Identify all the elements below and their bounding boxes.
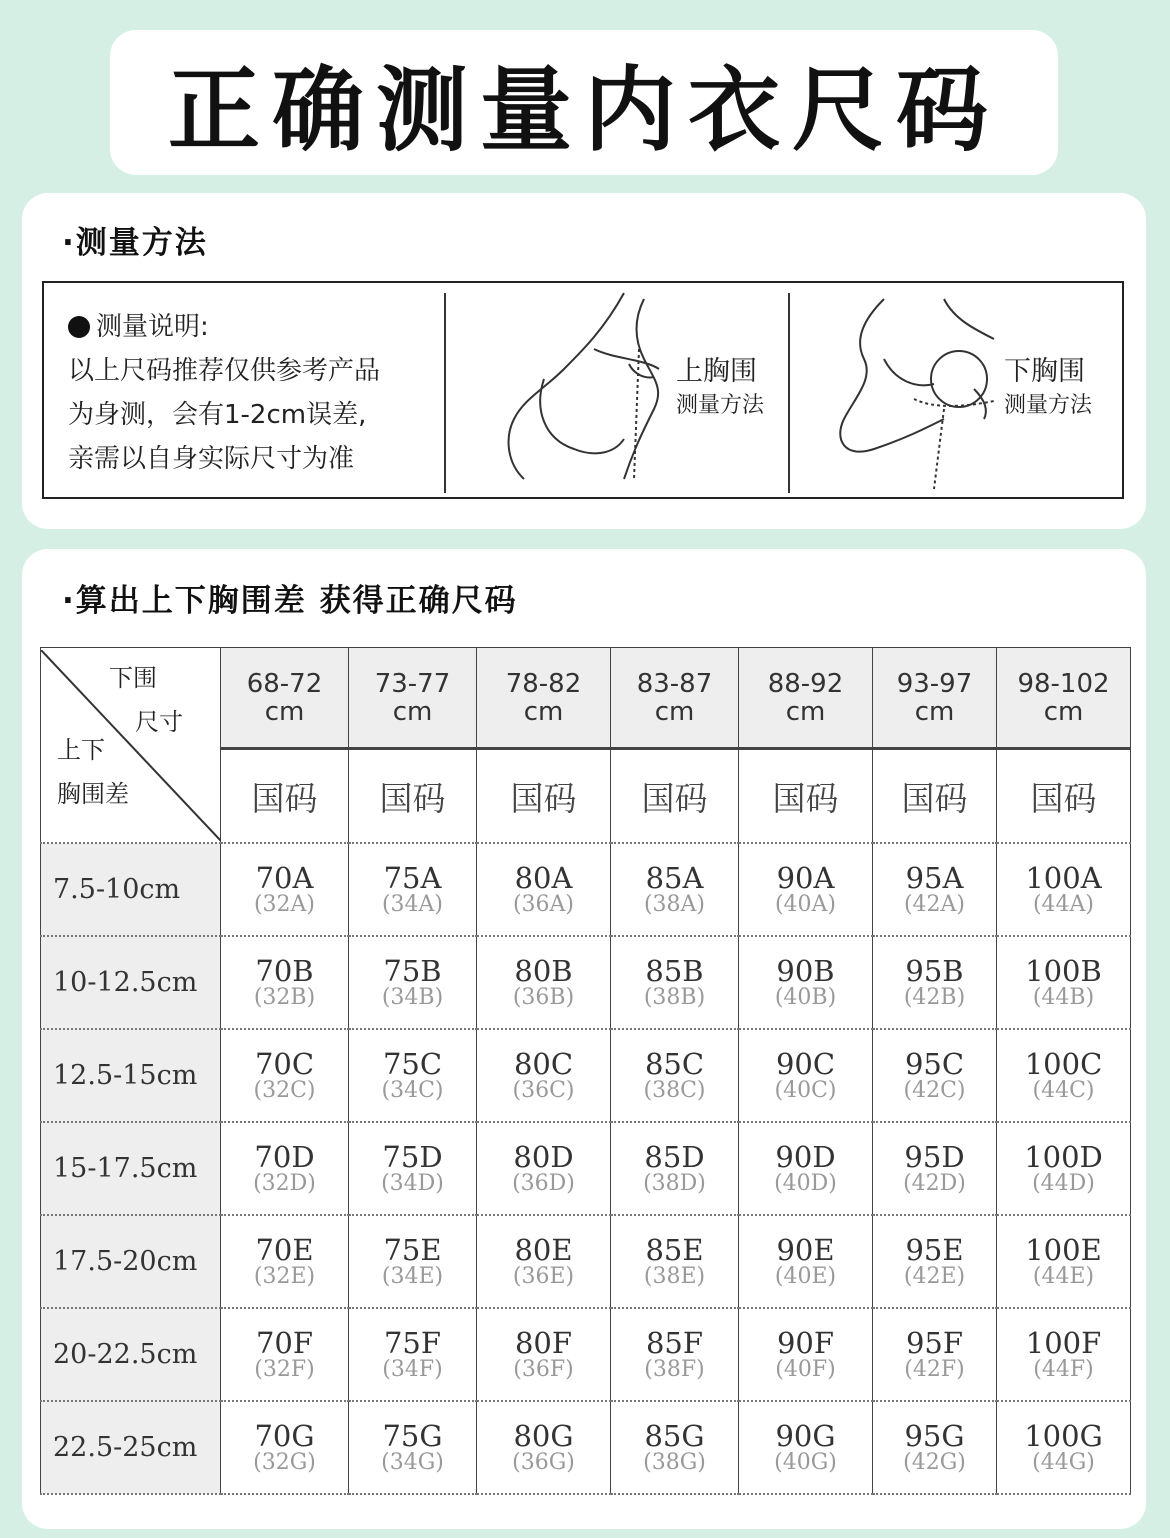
size-cell <box>873 843 997 936</box>
corner-header <box>41 648 221 844</box>
size-cell <box>997 1029 1131 1122</box>
size-cell <box>611 936 739 1029</box>
size-cell <box>477 1215 611 1308</box>
cn-size: 95A <box>905 860 964 895</box>
cn-size: 75E <box>383 1232 442 1267</box>
divider <box>788 293 790 493</box>
cn-size: 90G <box>775 1418 836 1453</box>
us-size: (42F) <box>904 1356 965 1382</box>
column-header-range <box>739 648 873 749</box>
divider <box>444 293 446 493</box>
size-cell <box>997 936 1131 1029</box>
size-chart-card <box>22 549 1146 1529</box>
cn-size: 85F <box>645 1325 704 1360</box>
column-header-code: 国码 <box>349 749 477 844</box>
size-cell <box>221 1308 349 1401</box>
size-cell <box>873 936 997 1029</box>
size-cell <box>873 1308 997 1401</box>
column-header-range <box>611 648 739 749</box>
size-cell <box>477 1308 611 1401</box>
us-size: (44C) <box>1032 1077 1095 1103</box>
size-cell <box>611 843 739 936</box>
range-unit: cm <box>654 696 695 727</box>
range-unit: cm <box>264 696 305 727</box>
us-size: (36G) <box>512 1449 575 1475</box>
us-size: (44B) <box>1032 984 1095 1010</box>
upper-bust-label <box>676 355 764 423</box>
size-cell <box>221 1122 349 1215</box>
cn-size: 100C <box>1024 1046 1103 1081</box>
cn-size: 75C <box>382 1046 443 1081</box>
us-size: (44E) <box>1032 1263 1095 1289</box>
corner-label: 上下 <box>57 735 105 764</box>
column-header-range <box>997 648 1131 749</box>
range-value: 83-87 <box>636 668 713 699</box>
range-unit: cm <box>914 696 955 727</box>
size-cell <box>221 936 349 1029</box>
us-size: (40A) <box>774 891 837 917</box>
cn-size: 70E <box>255 1232 314 1267</box>
us-size: (40G) <box>774 1449 837 1475</box>
size-cell <box>349 1029 477 1122</box>
us-size: (34A) <box>381 891 444 917</box>
cn-size: 90E <box>776 1232 835 1267</box>
size-cell <box>349 936 477 1029</box>
range-value: 98-102 <box>1017 668 1110 699</box>
range-value: 68-72 <box>246 668 323 699</box>
cn-size: 80C <box>513 1046 574 1081</box>
range-unit: cm <box>523 696 564 727</box>
column-header-range <box>873 648 997 749</box>
cn-size: 100E <box>1025 1232 1102 1267</box>
cn-size: 85D <box>644 1139 705 1174</box>
us-size: (40E) <box>774 1263 837 1289</box>
cn-size: 80D <box>513 1139 574 1174</box>
size-cell <box>739 936 873 1029</box>
note-line: 为身测，会有1-2cm误差, <box>68 400 367 430</box>
size-cell <box>997 1308 1131 1401</box>
range-value: 78-82 <box>505 668 582 699</box>
us-size: (40D) <box>774 1170 837 1196</box>
note-heading: 测量说明: <box>96 312 209 342</box>
us-size: (38A) <box>643 891 706 917</box>
size-cell <box>477 936 611 1029</box>
us-size: (36A) <box>512 891 575 917</box>
column-header-code: 国码 <box>221 749 349 844</box>
cn-size: 100B <box>1025 953 1102 988</box>
us-size: (38B) <box>643 984 706 1010</box>
us-size: (40F) <box>775 1356 836 1382</box>
row-header-diff: 20-22.5cm <box>41 1308 221 1401</box>
us-size: (34E) <box>381 1263 444 1289</box>
size-cell <box>349 1308 477 1401</box>
size-cell <box>477 1122 611 1215</box>
table-row <box>41 1215 1131 1308</box>
us-size: (44A) <box>1032 891 1095 917</box>
cn-size: 85C <box>644 1046 705 1081</box>
corner-label: 下围 <box>109 663 157 692</box>
us-size: (38F) <box>644 1356 705 1382</box>
size-cell <box>477 843 611 936</box>
size-cell <box>739 1401 873 1494</box>
range-unit: cm <box>785 696 826 727</box>
cn-size: 80B <box>514 953 573 988</box>
column-header-range <box>221 648 349 749</box>
cn-size: 95E <box>905 1232 964 1267</box>
us-size: (34F) <box>382 1356 443 1382</box>
size-cell <box>739 1215 873 1308</box>
size-cell <box>739 1308 873 1401</box>
size-cell <box>997 1401 1131 1494</box>
size-cell <box>477 1401 611 1494</box>
size-cell <box>997 1215 1131 1308</box>
size-cell <box>739 1122 873 1215</box>
us-size: (40B) <box>774 984 837 1010</box>
size-cell <box>611 1401 739 1494</box>
row-header-diff: 12.5-15cm <box>41 1029 221 1122</box>
column-header-code: 国码 <box>477 749 611 844</box>
size-cell <box>477 1029 611 1122</box>
cn-size: 85E <box>645 1232 704 1267</box>
cn-size: 70F <box>255 1325 314 1360</box>
cn-size: 95D <box>904 1139 965 1174</box>
section-heading-size: ·算出上下胸围差 获得正确尺码 <box>62 583 518 619</box>
column-header-range <box>349 648 477 749</box>
column-header-code: 国码 <box>739 749 873 844</box>
us-size: (36F) <box>513 1356 574 1382</box>
us-size: (32A) <box>253 891 316 917</box>
figure-label: 上胸围 <box>676 356 757 387</box>
table-row <box>41 1401 1131 1494</box>
under-bust-label <box>1004 355 1092 423</box>
us-size: (34D) <box>381 1170 444 1196</box>
us-size: (38G) <box>643 1449 706 1475</box>
under-bust-figure-icon <box>824 289 1024 495</box>
cn-size: 85G <box>644 1418 705 1453</box>
us-size: (36C) <box>512 1077 575 1103</box>
us-size: (36E) <box>512 1263 575 1289</box>
us-size: (44D) <box>1032 1170 1095 1196</box>
us-size: (38E) <box>643 1263 706 1289</box>
cn-size: 95B <box>905 953 964 988</box>
table-row <box>41 1122 1131 1215</box>
us-size: (42A) <box>903 891 966 917</box>
corner-label: 胸围差 <box>57 779 129 808</box>
cn-size: 75A <box>383 860 442 895</box>
column-header-code: 国码 <box>611 749 739 844</box>
row-header-diff: 10-12.5cm <box>41 936 221 1029</box>
note-line: 亲需以自身实际尺寸为准 <box>68 444 355 474</box>
us-size: (42G) <box>903 1449 966 1475</box>
cn-size: 70C <box>254 1046 315 1081</box>
us-size: (40C) <box>774 1077 837 1103</box>
title-card <box>110 30 1058 175</box>
us-size: (38C) <box>643 1077 706 1103</box>
cn-size: 90F <box>776 1325 835 1360</box>
us-size: (36B) <box>512 984 575 1010</box>
us-size: (32F) <box>254 1356 315 1382</box>
size-table <box>40 647 1131 1495</box>
us-size: (32C) <box>253 1077 316 1103</box>
cn-size: 95G <box>904 1418 965 1453</box>
cn-size: 75F <box>383 1325 442 1360</box>
size-cell <box>349 1122 477 1215</box>
cn-size: 80G <box>513 1418 574 1453</box>
range-value: 93-97 <box>896 668 973 699</box>
size-cell <box>611 1215 739 1308</box>
cn-size: 90D <box>775 1139 836 1174</box>
cn-size: 95F <box>905 1325 964 1360</box>
size-cell <box>349 1215 477 1308</box>
size-cell <box>739 843 873 936</box>
column-header-range <box>477 648 611 749</box>
us-size: (32G) <box>253 1449 316 1475</box>
size-cell <box>221 1215 349 1308</box>
row-header-diff: 15-17.5cm <box>41 1122 221 1215</box>
us-size: (44F) <box>1033 1356 1094 1382</box>
size-cell <box>739 1029 873 1122</box>
cn-size: 80E <box>514 1232 573 1267</box>
cn-size: 100A <box>1025 860 1102 895</box>
cn-size: 70B <box>255 953 314 988</box>
figure-sublabel: 测量方法 <box>676 393 765 418</box>
table-row <box>41 1029 1131 1122</box>
bullet-icon <box>68 316 90 338</box>
row-header-diff: 17.5-20cm <box>41 1215 221 1308</box>
cn-size: 70A <box>255 860 314 895</box>
range-unit: cm <box>392 696 433 727</box>
cn-size: 70D <box>254 1139 315 1174</box>
cn-size: 85A <box>645 860 704 895</box>
size-cell <box>873 1401 997 1494</box>
row-header-diff: 22.5-25cm <box>41 1401 221 1494</box>
section-heading-method: ·测量方法 <box>62 225 208 261</box>
cn-size: 90A <box>776 860 835 895</box>
method-box <box>42 281 1124 499</box>
us-size: (42D) <box>903 1170 966 1196</box>
us-size: (38D) <box>643 1170 706 1196</box>
table-row <box>41 843 1131 936</box>
cn-size: 90C <box>775 1046 836 1081</box>
range-value: 88-92 <box>767 668 844 699</box>
us-size: (44G) <box>1032 1449 1095 1475</box>
cn-size: 100D <box>1024 1139 1103 1174</box>
size-cell <box>221 1401 349 1494</box>
range-value: 73-77 <box>374 668 451 699</box>
size-cell <box>873 1215 997 1308</box>
size-cell <box>611 1308 739 1401</box>
cn-size: 80F <box>514 1325 573 1360</box>
column-header-code: 国码 <box>873 749 997 844</box>
size-cell <box>221 843 349 936</box>
upper-bust-figure-icon <box>484 289 684 495</box>
figure-sublabel: 测量方法 <box>1004 393 1093 418</box>
cn-size: 75G <box>382 1418 443 1453</box>
cn-size: 80A <box>514 860 573 895</box>
us-size: (32D) <box>253 1170 316 1196</box>
us-size: (32B) <box>253 984 316 1010</box>
size-cell <box>349 843 477 936</box>
cn-size: 95C <box>904 1046 965 1081</box>
us-size: (42C) <box>903 1077 966 1103</box>
size-cell <box>997 843 1131 936</box>
size-cell <box>873 1122 997 1215</box>
size-cell <box>997 1122 1131 1215</box>
page-title: 正确测量内衣尺码 <box>167 56 1000 164</box>
size-cell <box>611 1029 739 1122</box>
figure-label: 下胸围 <box>1004 356 1085 387</box>
cn-size: 75D <box>382 1139 443 1174</box>
column-header-code: 国码 <box>997 749 1131 844</box>
cn-size: 100G <box>1024 1418 1103 1453</box>
us-size: (32E) <box>253 1263 316 1289</box>
size-cell <box>221 1029 349 1122</box>
cn-size: 90B <box>776 953 835 988</box>
cn-size: 70G <box>254 1418 315 1453</box>
us-size: (42E) <box>903 1263 966 1289</box>
us-size: (34G) <box>381 1449 444 1475</box>
table-row <box>41 936 1131 1029</box>
range-unit: cm <box>1043 696 1084 727</box>
size-cell <box>873 1029 997 1122</box>
note-line: 以上尺码推荐仅供参考产品 <box>68 356 381 386</box>
size-cell <box>611 1122 739 1215</box>
cn-size: 85B <box>645 953 704 988</box>
table-row <box>41 1308 1131 1401</box>
row-header-diff: 7.5-10cm <box>41 843 221 936</box>
us-size: (36D) <box>512 1170 575 1196</box>
corner-label: 尺寸 <box>135 707 183 736</box>
size-cell <box>349 1401 477 1494</box>
cn-size: 75B <box>383 953 442 988</box>
measurement-method-card <box>22 193 1146 529</box>
us-size: (34B) <box>381 984 444 1010</box>
measurement-note <box>68 305 428 481</box>
us-size: (42B) <box>903 984 966 1010</box>
us-size: (34C) <box>381 1077 444 1103</box>
cn-size: 100F <box>1025 1325 1102 1360</box>
